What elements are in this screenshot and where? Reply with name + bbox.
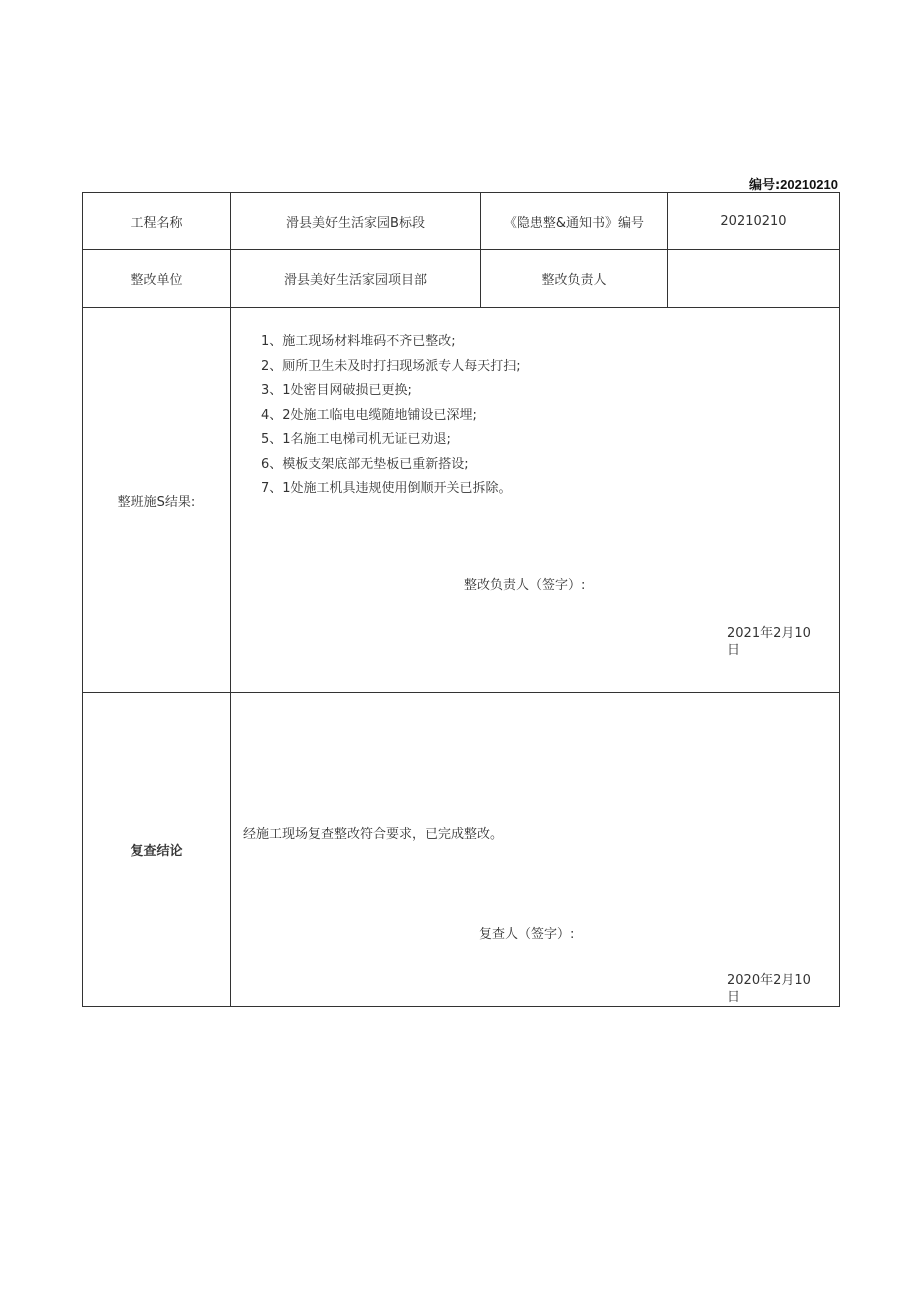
responsible-label: 整改负责人 — [481, 250, 668, 308]
document-number — [749, 174, 838, 193]
rectification-date-line2: 日 — [727, 643, 741, 658]
rectification-signature-label: 整改负责人（签字）: — [464, 578, 586, 593]
unit-label: 整改单位 — [83, 250, 231, 308]
review-conclusion-label: 复查结论 — [83, 693, 231, 1007]
table-row-unit — [83, 250, 840, 308]
review-conclusion-text: 经施工现场复查整改符合要求，已完成整改。 — [243, 827, 504, 842]
list-item: 5、1名施工电梯司机无证已劝退; — [261, 432, 451, 447]
rectification-items-list — [261, 330, 521, 502]
project-name-value: 滑县美好生活家园B标段 — [231, 193, 481, 250]
rectification-result-label: 整班施S结果: — [83, 308, 231, 693]
notice-number-value: 20210210 — [668, 193, 840, 250]
review-date — [727, 972, 827, 1006]
rectification-date-line1: 2021年2月10 — [727, 626, 811, 641]
rectification-result-cell — [231, 308, 840, 693]
table-row-review — [83, 693, 840, 1007]
list-item: 4、2处施工临电电缆随地铺设已深埋; — [261, 407, 477, 423]
review-date-line2: 日 — [727, 990, 741, 1005]
rectification-form-table — [82, 192, 840, 1007]
table-row-project — [83, 193, 840, 250]
table-row-rectification — [83, 308, 840, 693]
list-item: 2、厕所卫生未及时打扫现场派专人每天打扫; — [261, 358, 521, 374]
list-item: 1、施工现场材料堆码不齐已整改; — [261, 334, 456, 349]
list-item: 6、模板支架底部无垫板已重新搭设; — [261, 456, 469, 472]
review-conclusion-cell — [231, 693, 840, 1007]
list-item: 3、1处密目网破损已更换; — [261, 383, 412, 398]
unit-value: 滑县美好生活家园项目部 — [231, 250, 481, 308]
review-signature-label: 复查人（签字）: — [479, 927, 575, 942]
responsible-value — [668, 250, 840, 308]
document-number-label: 编号: — [748, 178, 781, 193]
rectification-date — [727, 625, 827, 659]
document-number-value: 20210210 — [780, 177, 838, 192]
list-item: 7、1处施工机具违规使用倒顺开关已拆除。 — [261, 481, 512, 496]
notice-number-label: 《隐患整&通知书》编号 — [481, 193, 668, 250]
review-date-line1: 2020年2月10 — [727, 973, 811, 988]
project-name-label: 工程名称 — [83, 193, 231, 250]
